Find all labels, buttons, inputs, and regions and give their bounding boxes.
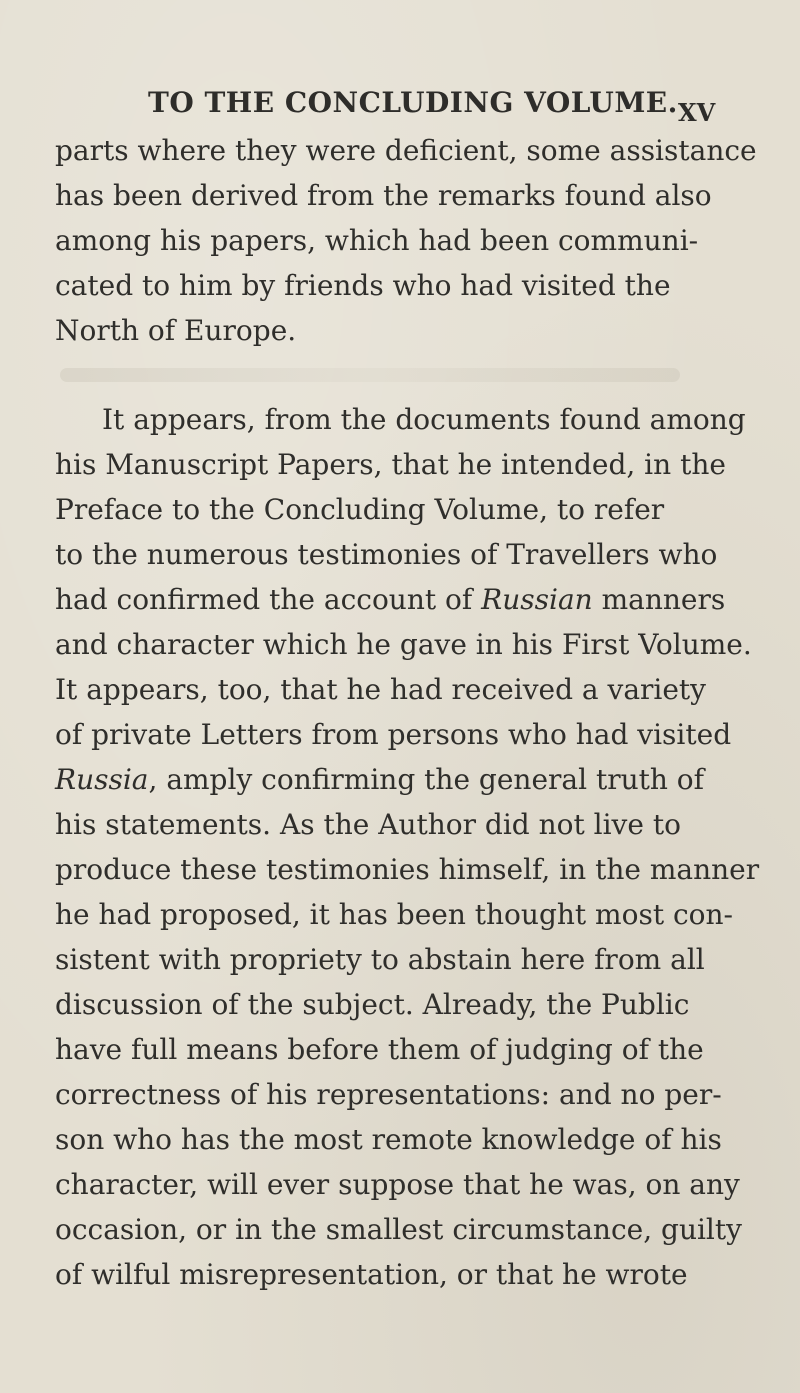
text-line: Russia, amply confirming the general truth of — [55, 763, 705, 796]
show-through-smudge — [60, 368, 680, 382]
text-line: his Manuscript Papers, that he intended, in the — [55, 448, 726, 481]
text-line: produce these testimonies himself, in the manner — [55, 853, 760, 886]
paragraph-1 — [55, 128, 757, 353]
italic-word: Russia — [55, 763, 149, 796]
text-line: It appears, from the documents found among — [102, 403, 746, 436]
text-line: discussion of the subject. Already, the Public — [55, 988, 690, 1021]
text-line: have full means before them of judging of the — [55, 1033, 704, 1066]
text-line: sistent with propriety to abstain here from all — [55, 943, 705, 976]
text-line: cated to him by friends who had visited the — [55, 269, 671, 302]
running-head: TO THE CONCLUDING VOLUME. — [148, 86, 678, 119]
italic-word: Russian — [481, 583, 593, 616]
text-line: had confirmed the account of Russian manners — [55, 583, 726, 616]
text-line: correctness of his representations: and no per- — [55, 1078, 722, 1111]
text-line: son who has the most remote knowledge of his — [55, 1123, 722, 1156]
text-line: character, will ever suppose that he was, on any — [55, 1168, 740, 1201]
text-line: his statements. As the Author did not live to — [55, 808, 681, 841]
text-line: North of Europe. — [55, 314, 297, 347]
text-line: occasion, or in the smallest circumstance, guilty — [55, 1213, 742, 1246]
text-line: of private Letters from persons who had visited — [55, 718, 732, 751]
text-line: to the numerous testimonies of Travellers who — [55, 538, 718, 571]
text-line: Preface to the Concluding Volume, to refer — [55, 493, 665, 526]
text-line: among his papers, which had been communi- — [55, 224, 699, 257]
paragraph-2 — [55, 397, 760, 1297]
text-line: he had proposed, it has been thought most con- — [55, 898, 734, 931]
page-number: XV — [678, 98, 716, 127]
text-line: It appears, too, that he had received a variety — [55, 673, 706, 706]
text-line: parts where they were deficient, some assistance — [55, 134, 757, 167]
text-line: and character which he gave in his First Volume. — [55, 628, 752, 661]
text-line: of wilful misrepresentation, or that he wrote — [55, 1258, 688, 1291]
text-line: has been derived from the remarks found also — [55, 179, 712, 212]
